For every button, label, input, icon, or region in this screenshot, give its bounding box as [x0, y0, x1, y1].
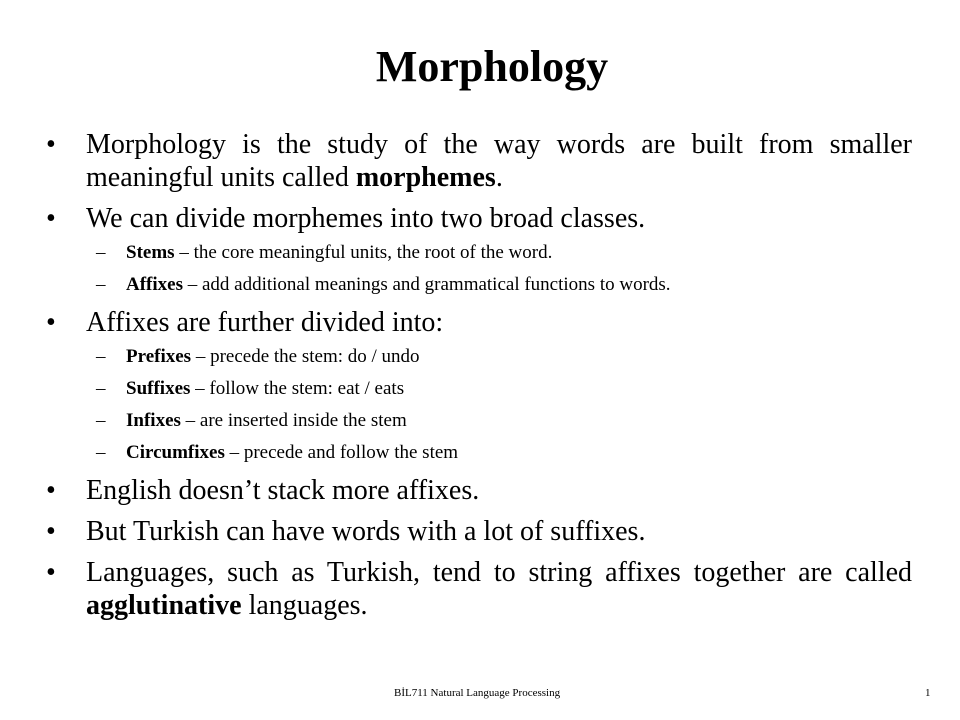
term-circumfixes: Circumfixes [126, 442, 225, 463]
bullet-marker: • [46, 516, 56, 547]
sub-item-text: – follow the stem: eat / eats [190, 378, 405, 399]
dash-marker: – [96, 378, 106, 399]
dash-marker: – [96, 274, 106, 295]
bullet-turkish-suffixes [0, 515, 912, 548]
sub-item-text: – the core meaningful units, the root of the word. [174, 242, 553, 263]
affix-types-list [0, 346, 960, 464]
bullet-text: We can divide morphemes into two broad classes. [86, 203, 646, 234]
slide-content [0, 128, 960, 630]
footer-course-title: BİL711 Natural Language Processing [394, 687, 561, 699]
bullet-text: But Turkish can have words with a lot of suffixes. [86, 516, 646, 547]
term-morphemes: morphemes [355, 162, 496, 193]
sub-item-stems [0, 242, 960, 264]
bullet-text: Affixes are further divided into: [86, 307, 444, 338]
bullet-text-part: Languages, such as Turkish, tend to string affixes together are called [86, 557, 912, 588]
bullet-text [86, 128, 912, 194]
bullet-agglutinative [0, 556, 912, 622]
bullet-text: English doesn’t stack more affixes. [86, 475, 480, 506]
sub-item-infixes [0, 410, 960, 432]
dash-marker: – [96, 442, 106, 463]
bullet-marker: • [46, 475, 56, 506]
dash-marker: – [96, 346, 106, 367]
term-stems: Stems [126, 242, 175, 263]
term-prefixes: Prefixes [126, 346, 192, 367]
bullet-marker: • [46, 557, 56, 588]
bullet-text [86, 556, 912, 622]
bullet-text-part: languages. [241, 590, 368, 621]
term-suffixes: Suffixes [126, 378, 191, 399]
bullet-marker: • [46, 307, 56, 338]
sub-item-suffixes [0, 378, 960, 400]
bullet-morpheme-classes [0, 202, 912, 235]
sub-item-affixes [0, 274, 960, 296]
sub-item-text: – are inserted inside the stem [180, 410, 407, 431]
dash-marker: – [96, 410, 106, 431]
bullet-affix-division [0, 306, 912, 339]
page-number: 1 [925, 687, 931, 699]
term-agglutinative: agglutinative [86, 590, 242, 621]
term-affixes: Affixes [126, 274, 183, 295]
bullet-marker: • [46, 129, 56, 160]
sub-item-text: – precede the stem: do / undo [191, 346, 420, 367]
bullet-marker: • [46, 203, 56, 234]
morpheme-classes-list [0, 242, 960, 296]
sub-item-text: – add additional meanings and grammatical functions to words. [182, 274, 671, 295]
bullet-english-affixes [0, 474, 912, 507]
dash-marker: – [96, 242, 106, 263]
sub-item-circumfixes [0, 442, 960, 464]
bullet-text-part: Morphology is the study of the way words are built from smaller meaningful units called [86, 129, 912, 193]
slide-title: Morphology [375, 42, 609, 91]
bullet-morphology-definition [0, 128, 912, 194]
sub-item-text: – precede and follow the stem [224, 442, 459, 463]
slide-footer [0, 685, 960, 701]
bullet-text-part: . [495, 162, 503, 193]
sub-item-prefixes [0, 346, 960, 368]
term-infixes: Infixes [126, 410, 181, 431]
